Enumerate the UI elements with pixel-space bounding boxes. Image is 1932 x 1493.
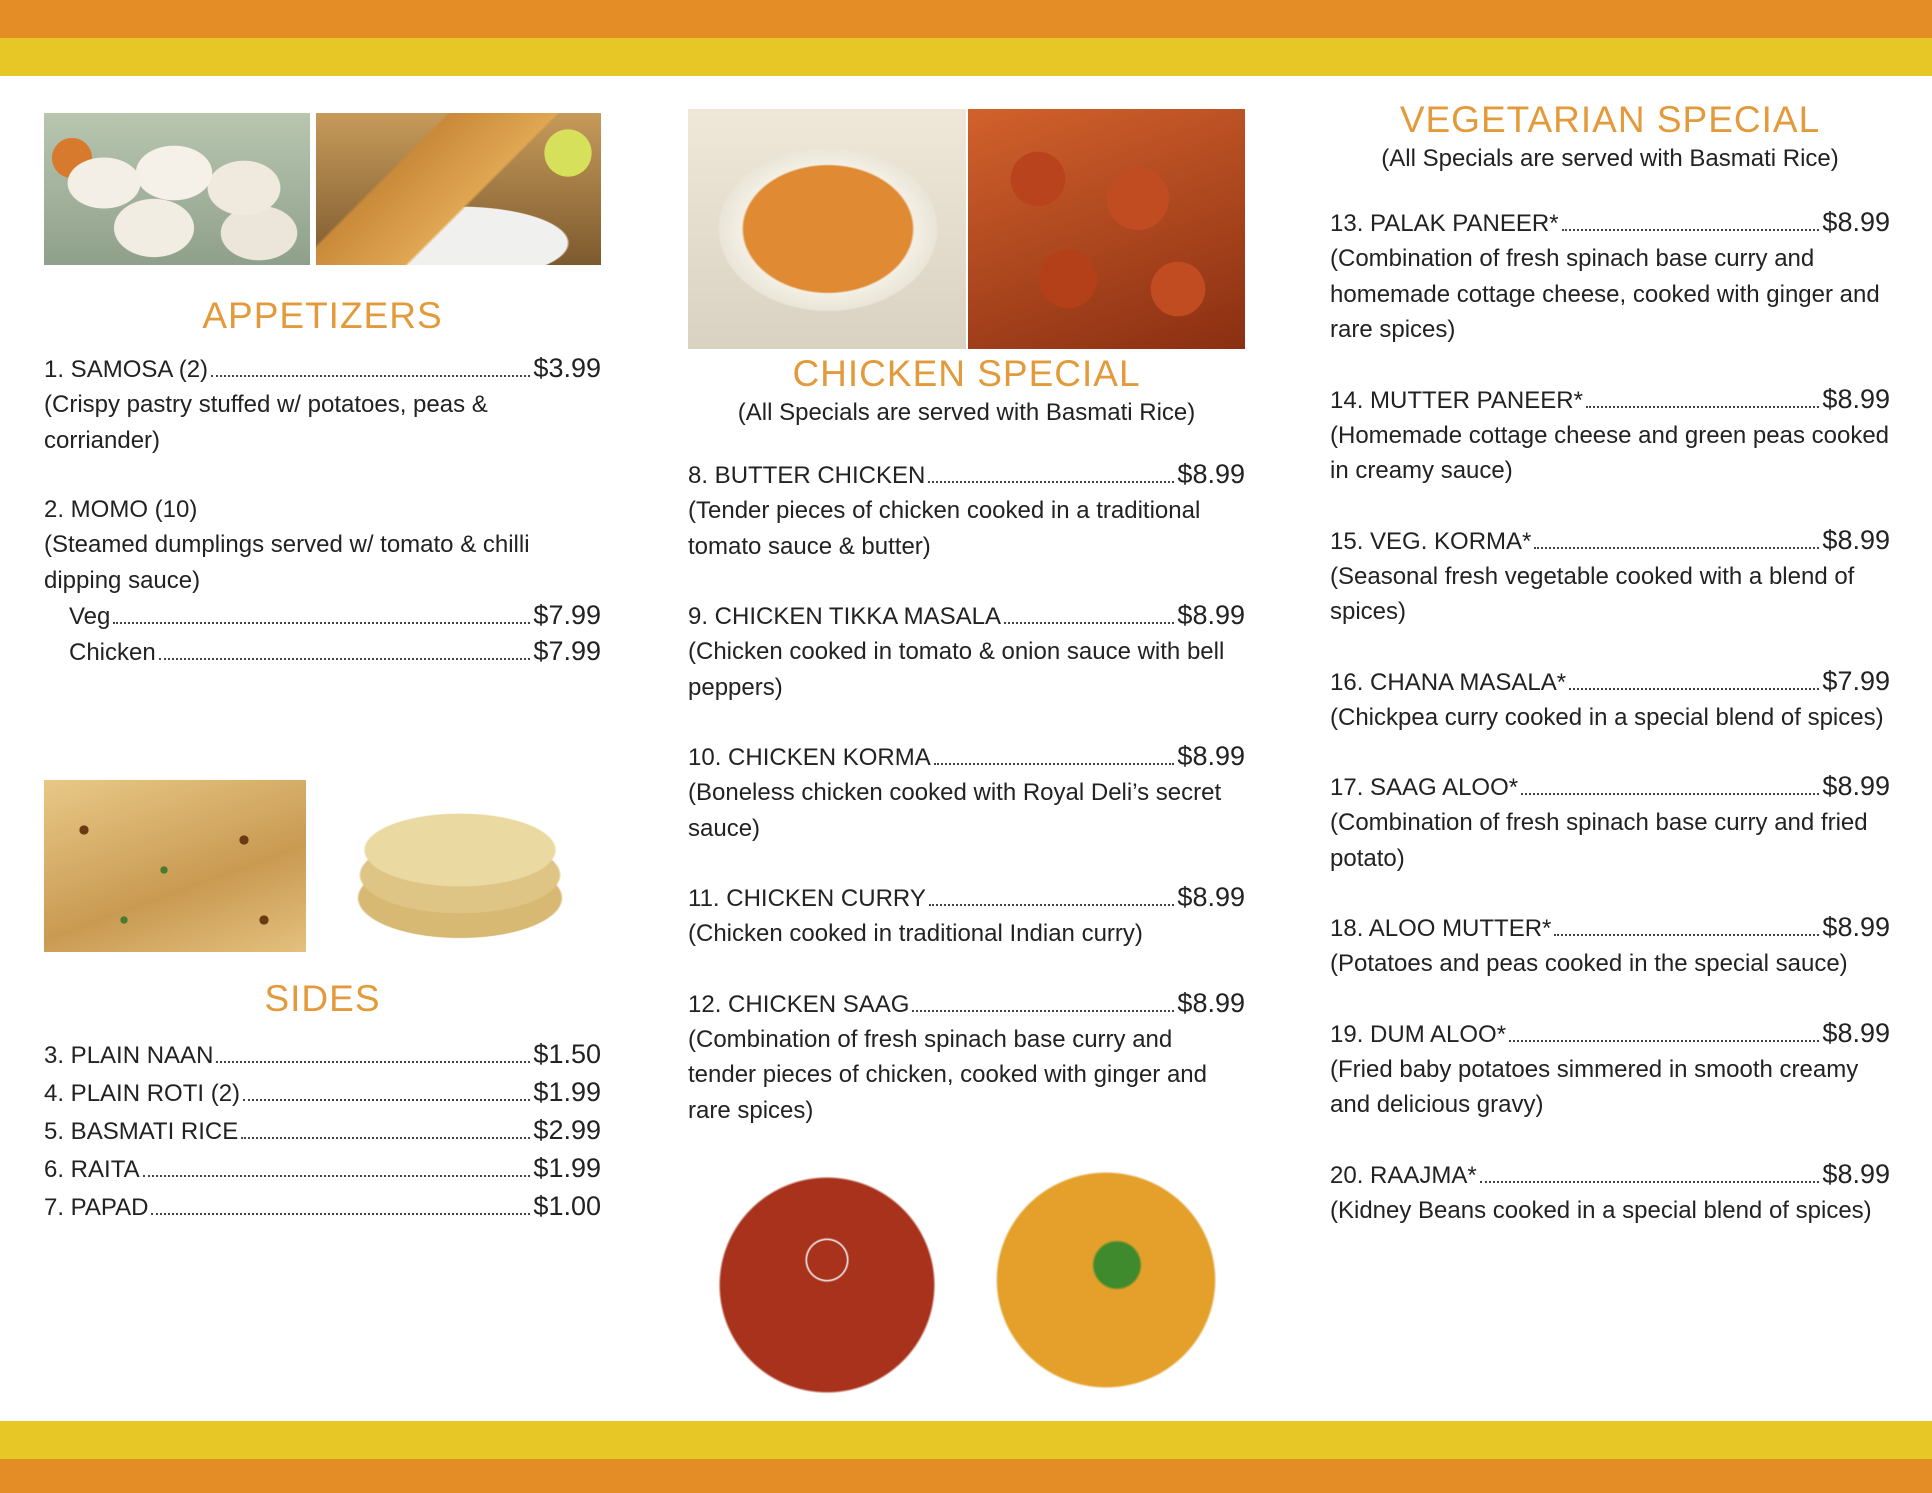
menu-item — [688, 986, 1245, 1129]
item-name: 13. PALAK PANEER* — [1330, 210, 1559, 237]
naan-photo — [44, 780, 306, 952]
bottom-orange-band — [0, 1459, 1932, 1493]
option-row — [44, 634, 601, 670]
item-name: 19. DUM ALOO* — [1330, 1020, 1507, 1048]
middle-panel — [688, 95, 1245, 1400]
item-description: (Combination of fresh spinach base curry and fried potato) — [1330, 809, 1868, 872]
butter-chicken-photo — [688, 109, 966, 349]
item-price: $8.99 — [1822, 383, 1890, 414]
menu-item — [44, 1074, 601, 1112]
dot-leader — [151, 1213, 530, 1215]
left-panel — [44, 95, 601, 1226]
dot-leader — [211, 375, 530, 377]
item-price: $8.99 — [1822, 207, 1890, 237]
item-price: $8.99 — [1177, 600, 1245, 630]
menu-item — [44, 1112, 601, 1150]
menu-item — [44, 1036, 601, 1074]
menu-item — [44, 492, 601, 670]
menu-item — [44, 351, 601, 458]
vegetarian-list — [1330, 205, 1890, 1228]
vegetarian-special-subheading: (All Specials are served with Basmati Rice) — [1381, 145, 1839, 172]
bottom-yellow-band — [0, 1421, 1932, 1459]
item-description: (Chicken cooked in tomato & onion sauce with bell peppers) — [688, 638, 1225, 701]
dot-leader — [1521, 793, 1819, 795]
appetizers-heading: APPETIZERS — [202, 295, 443, 336]
dot-leader — [216, 1061, 530, 1063]
item-name: 10. CHICKEN KORMA — [688, 744, 931, 771]
dot-leader — [1562, 229, 1820, 231]
dot-leader — [928, 481, 1174, 483]
item-description: (Fried baby potatoes simmered in smooth creamy and delicious gravy) — [1330, 1055, 1859, 1118]
item-price: $8.99 — [1822, 771, 1890, 801]
dot-leader — [1534, 547, 1819, 549]
right-panel — [1330, 95, 1890, 1228]
item-price: $8.99 — [1822, 1158, 1890, 1189]
item-description: (Crispy pastry stuffed w/ potatoes, peas & corriander) — [44, 391, 488, 454]
top-orange-band — [0, 0, 1932, 38]
menu-item — [1330, 769, 1890, 876]
dot-leader — [159, 658, 531, 660]
item-name: 7. PAPAD — [44, 1194, 149, 1221]
samosa-photo — [316, 113, 601, 265]
item-name: 12. CHICKEN SAAG — [688, 990, 910, 1018]
item-description: (Homemade cottage cheese and green peas cooked in creamy sauce) — [1330, 421, 1890, 484]
item-name: 11. CHICKEN CURRY — [688, 885, 926, 912]
menu-item — [1330, 382, 1890, 489]
veg-curry-photo — [967, 1160, 1245, 1400]
dot-leader — [1004, 622, 1174, 624]
sides-list — [44, 1036, 601, 1226]
item-description: (Kidney Beans cooked in a special blend of spices) — [1330, 1196, 1872, 1224]
item-description: (Steamed dumplings served w/ tomato & chilli dipping sauce) — [44, 531, 530, 594]
menu-item — [1330, 1016, 1890, 1123]
item-name: 3. PLAIN NAAN — [44, 1042, 214, 1069]
menu-item — [1330, 664, 1890, 736]
papad-photo — [330, 780, 592, 952]
top-yellow-band — [0, 38, 1932, 76]
curry-photos — [688, 1160, 1245, 1400]
item-price: $7.99 — [1822, 665, 1890, 696]
item-description: (Chickpea curry cooked in a special blend of spices) — [1330, 703, 1884, 731]
menu-item — [44, 1150, 601, 1188]
menu-item — [688, 457, 1245, 564]
rajma-photo — [688, 1160, 966, 1400]
item-name: 6. RAITA — [44, 1156, 140, 1183]
item-name: 20. RAAJMA* — [1330, 1161, 1477, 1189]
item-price: $8.99 — [1822, 912, 1890, 942]
item-name: 17. SAAG ALOO* — [1330, 774, 1519, 801]
dot-leader — [912, 1010, 1174, 1012]
item-description: (Combination of fresh spinach base curry and homemade cottage cheese, cooked with ginger and rare spices) — [1330, 245, 1880, 343]
item-name: 14. MUTTER PANEER* — [1330, 386, 1583, 414]
option-name: Chicken — [69, 639, 156, 666]
sides-heading: SIDES — [264, 978, 381, 1019]
menu-item — [688, 880, 1245, 952]
item-name: 15. VEG. KORMA* — [1330, 527, 1532, 555]
item-description: (Tender pieces of chicken cooked in a traditional tomato sauce & butter) — [688, 497, 1201, 560]
option-row — [44, 598, 601, 634]
item-description: (Seasonal fresh vegetable cooked with a blend of spices) — [1330, 562, 1855, 625]
dot-leader — [1586, 406, 1819, 408]
item-description: (Boneless chicken cooked with Royal Deli’s secret sauce) — [688, 779, 1222, 842]
vegetarian-special-heading: VEGETARIAN SPECIAL — [1399, 99, 1821, 140]
dot-leader — [929, 904, 1175, 906]
item-price: $8.99 — [1822, 1017, 1890, 1048]
item-price: $1.00 — [533, 1191, 601, 1221]
item-name: 9. CHICKEN TIKKA MASALA — [688, 603, 1001, 630]
option-price: $7.99 — [533, 636, 601, 666]
item-name: 2. MOMO (10) — [44, 496, 198, 523]
appetizer-photos — [44, 113, 601, 265]
item-price: $1.50 — [533, 1039, 601, 1069]
menu-item — [1330, 205, 1890, 348]
menu-item — [44, 1188, 601, 1226]
dot-leader — [113, 622, 530, 624]
menu-item — [1330, 910, 1890, 982]
menu-item — [688, 598, 1245, 705]
chicken-special-subheading: (All Specials are served with Basmati Rice) — [737, 399, 1196, 426]
chicken-special-heading: CHICKEN SPECIAL — [792, 353, 1141, 394]
item-price: $8.99 — [1177, 741, 1245, 771]
dot-leader — [143, 1175, 531, 1177]
item-price: $8.99 — [1177, 459, 1245, 489]
item-name: 16. CHANA MASALA* — [1330, 668, 1567, 696]
item-price: $3.99 — [533, 353, 601, 383]
item-price: $8.99 — [1822, 524, 1890, 555]
item-price: $2.99 — [533, 1115, 601, 1145]
item-name: 5. BASMATI RICE — [44, 1118, 239, 1145]
item-price: $8.99 — [1177, 882, 1245, 912]
chicken-photos — [688, 109, 1245, 349]
dot-leader — [1569, 688, 1819, 690]
dot-leader — [243, 1099, 530, 1101]
item-price: $8.99 — [1177, 987, 1245, 1018]
dot-leader — [934, 763, 1175, 765]
item-price: $1.99 — [533, 1077, 601, 1107]
tikka-masala-photo — [968, 109, 1246, 349]
menu-item — [688, 739, 1245, 846]
item-description: (Combination of fresh spinach base curry and tender pieces of chicken, cooked with ginger and rare spices) — [688, 1025, 1207, 1124]
menu-item — [1330, 523, 1890, 630]
option-price: $7.99 — [533, 600, 601, 630]
dot-leader — [1509, 1040, 1819, 1042]
item-description: (Chicken cooked in traditional Indian curry) — [688, 920, 1143, 947]
dot-leader — [241, 1137, 530, 1139]
item-name: 8. BUTTER CHICKEN — [688, 462, 926, 489]
menu-item — [1330, 1157, 1890, 1229]
dot-leader — [1480, 1181, 1820, 1183]
momo-photo — [44, 113, 310, 265]
appetizers-list — [44, 351, 601, 670]
sides-photos — [44, 780, 601, 952]
option-name: Veg — [69, 603, 111, 630]
item-name: 18. ALOO MUTTER* — [1330, 915, 1552, 942]
dot-leader — [1554, 934, 1819, 936]
item-description: (Potatoes and peas cooked in the special sauce) — [1330, 950, 1848, 977]
item-name: 1. SAMOSA (2) — [44, 356, 209, 383]
item-price: $1.99 — [533, 1153, 601, 1183]
chicken-list — [688, 457, 1245, 1128]
item-name: 4. PLAIN ROTI (2) — [44, 1080, 241, 1107]
